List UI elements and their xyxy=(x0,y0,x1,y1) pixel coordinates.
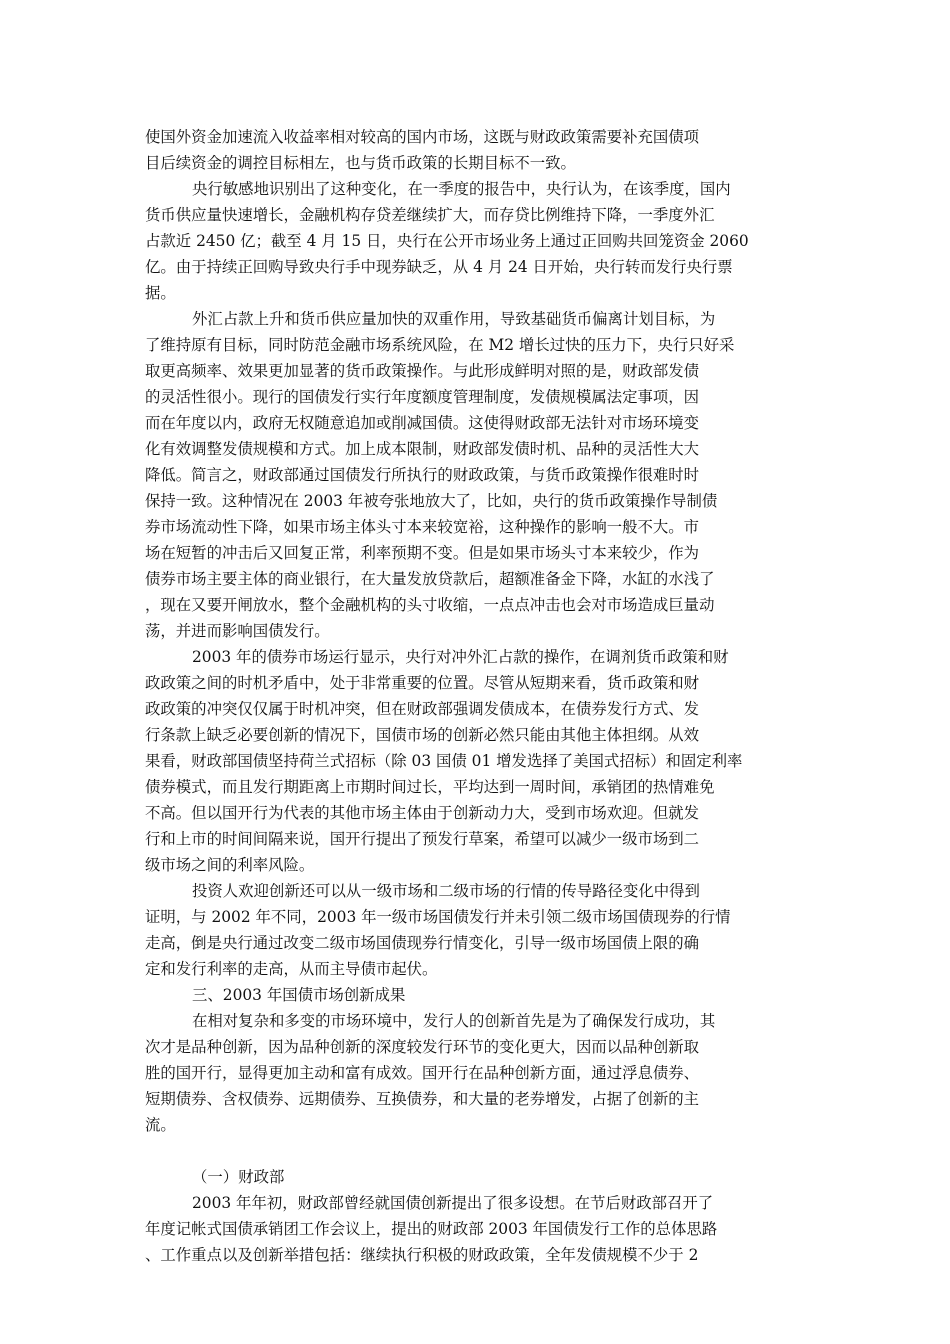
text-line: 在相对复杂和多变的市场环境中，发行人的创新首先是为了确保发行成功，其 xyxy=(192,1012,716,1030)
text-line: 不高。但以国开行为代表的其他市场主体由于创新动力大，受到市场欢迎。但就发 xyxy=(145,804,700,822)
text-line: 债券模式，而且发行期距离上市期时间过长，平均达到一周时间，承销团的热情难免 xyxy=(145,778,715,796)
text-line: 胜的国开行，显得更加主动和富有成效。国开行在品种创新方面，通过浮息债券、 xyxy=(145,1064,700,1082)
section-heading xyxy=(145,982,755,1008)
text-line: 政政策的冲突仅仅属于时机冲突，但在财政部强调发债成本，在债券发行方式、发 xyxy=(145,700,700,718)
text-line: 而在年度以内，政府无权随意追加或削减国债。这使得财政部无法针对市场环境变 xyxy=(145,414,700,432)
text-line: 保持一致。这种情况在 2003 年被夸张地放大了，比如，央行的货币政策操作导制债 xyxy=(145,492,718,510)
paragraph xyxy=(145,1190,755,1268)
text-line: 降低。简言之，财政部通过国债发行所执行的财政政策，与货币政策操作很难时时 xyxy=(145,466,700,484)
text-line: 央行敏感地识别出了这种变化，在一季度的报告中，央行认为，在该季度，国内 xyxy=(192,180,731,198)
text-line: 目后续资金的调控目标相左，也与货币政策的长期目标不一致。 xyxy=(145,154,576,172)
text-line: 年度记帐式国债承销团工作会议上，提出的财政部 2003 年国债发行工作的总体思路 xyxy=(145,1220,718,1238)
paragraph xyxy=(145,644,755,878)
paragraph xyxy=(145,306,755,644)
text-line: 定和发行利率的走高，从而主导债市起伏。 xyxy=(145,960,438,978)
text-line: 果看，财政部国债坚持荷兰式招标（除 03 国债 01 增发选择了美国式招标）和固定利率 xyxy=(145,752,743,770)
text-line: 荡，并进而影响国债发行。 xyxy=(145,622,330,640)
text-line: 短期债券、含权债券、远期债券、互换债券，和大量的老券增发，占据了创新的主 xyxy=(145,1090,700,1108)
text-line: 了维持原有目标，同时防范金融市场系统风险，在 M2 增长过快的压力下，央行只好采 xyxy=(145,336,735,354)
text-line: 券市场流动性下降，如果市场主体头寸本来较宽裕，这种操作的影响一般不大。市 xyxy=(145,518,700,536)
text-line: 次才是品种创新，因为品种创新的深度较发行环节的变化更大，因而以品种创新取 xyxy=(145,1038,700,1056)
text-line: 占款近 2450 亿；截至 4 月 15 日，央行在公开市场业务上通过正回购共回笼资金 2060 xyxy=(145,232,749,250)
paragraph xyxy=(145,124,755,176)
text-line: 的灵活性很小。现行的国债发行实行年度额度管理制度，发债规模属法定事项，因 xyxy=(145,388,700,406)
text-line: 行和上市的时间间隔来说，国开行提出了预发行草案，希望可以减少一级市场到二 xyxy=(145,830,700,848)
text-line: 场在短暂的冲击后又回复正常，利率预期不变。但是如果市场头寸本来较少，作为 xyxy=(145,544,700,562)
text-line: 使国外资金加速流入收益率相对较高的国内市场，这既与财政政策需要补充国债项 xyxy=(145,128,700,146)
text-line: 、工作重点以及创新举措包括：继续执行积极的财政政策，全年发债规模不少于 2 xyxy=(145,1246,699,1264)
paragraph-gap xyxy=(145,1138,755,1164)
document-body xyxy=(145,124,755,1268)
text-line: 投资人欢迎创新还可以从一级市场和二级市场的行情的传导路径变化中得到 xyxy=(192,882,700,900)
text-line: 债券市场主要主体的商业银行，在大量发放贷款后，超额准备金下降，水缸的水浅了 xyxy=(145,570,715,588)
text-line: ，现在又要开闸放水，整个金融机构的头寸收缩，一点点冲击也会对市场造成巨量动 xyxy=(145,596,715,614)
text-line: 行条款上缺乏必要创新的情况下，国债市场的创新必然只能由其他主体担纲。从效 xyxy=(145,726,700,744)
text-line: 取更高频率、效果更加显著的货币政策操作。与此形成鲜明对照的是，财政部发债 xyxy=(145,362,700,380)
text-line: 亿。由于持续正回购导致央行手中现券缺乏，从 4 月 24 日开始，央行转而发行央行票 xyxy=(145,258,733,276)
paragraph xyxy=(145,176,755,306)
text-line: 外汇占款上升和货币供应量加快的双重作用，导致基础货币偏离计划目标，为 xyxy=(192,310,716,328)
text-line: 证明，与 2002 年不同，2003 年一级市场国债发行并未引领二级市场国债现券的行情 xyxy=(145,908,731,926)
text-line: 货币供应量快速增长，金融机构存贷差继续扩大，而存贷比例维持下降，一季度外汇 xyxy=(145,206,715,224)
text-line: 级市场之间的利率风险。 xyxy=(145,856,315,874)
text-line: （一）财政部 xyxy=(192,1168,285,1186)
document-page xyxy=(145,124,755,1268)
paragraph xyxy=(145,1008,755,1138)
text-line: 流。 xyxy=(145,1116,176,1134)
text-line: 据。 xyxy=(145,284,176,302)
text-line: 2003 年年初，财政部曾经就国债创新提出了很多设想。在节后财政部召开了 xyxy=(192,1194,714,1212)
text-line: 三、2003 年国债市场创新成果 xyxy=(192,986,406,1004)
text-line: 2003 年的债券市场运行显示，央行对冲外汇占款的操作，在调剂货币政策和财 xyxy=(192,648,729,666)
text-line: 政政策之间的时机矛盾中，处于非常重要的位置。尽管从短期来看，货币政策和财 xyxy=(145,674,700,692)
text-line: 走高，倒是央行通过改变二级市场国债现券行情变化，引导一级市场国债上限的确 xyxy=(145,934,700,952)
paragraph xyxy=(145,878,755,982)
section-heading xyxy=(145,1164,755,1190)
text-line: 化有效调整发债规模和方式。加上成本限制，财政部发债时机、品种的灵活性大大 xyxy=(145,440,700,458)
